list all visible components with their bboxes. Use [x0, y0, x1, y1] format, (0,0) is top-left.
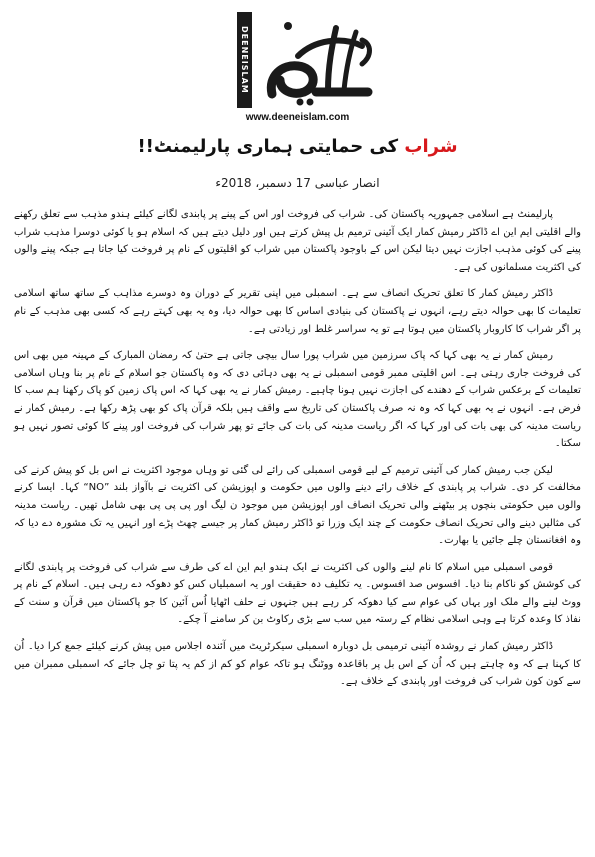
site-logo[interactable]	[228, 6, 378, 118]
article-paragraph: ڈاکٹر رمیش کمار کا تعلق تحریک انصاف سے ہے۔ اسمبلی میں اپنی تقریر کے دوران وہ دوسرے مذاہب کے ساتھ ساتھ اسلامی تعلیمات کا بھی حوالہ دیتے رہے، انہوں نے پاکستان کی بنیادی اساس کا بھی حوالہ دیا، وہ یہ بھی کہتے رہے کہ کسی بھی مذہب کے نام پر اگر شراب کا کاروبار پاکستان میں ہوتا ہے تو یہ سراسر غلط اور زیادتی ہے۔	[14, 288, 581, 335]
article-title	[0, 136, 595, 157]
site-url[interactable]: www.deeneislam.com	[245, 112, 350, 123]
title-rest: کی حمایتی ہماری پارلیمنٹ!!	[137, 136, 405, 157]
article-paragraph: رمیش کمار نے یہ بھی کہا کہ پاک سرزمین میں شراب پورا سال بیچی جاتی ہے حتیٰ کہ رمضان المبارک کے مہینہ میں بھی اس کی فروخت جاری رہتی ہے۔ اس اقلیتی ممبر قومی اسمبلی نے یہ بھی دہائی دی کہ وہ پاکستان جو اسلام کے نام پر بنا وہاں اسلامی تعلیمات کے برعکس شراب کے دھندے کی اجازت نہیں ہونا چاہیے۔ رمیش کمار نے یہ بھی کہا کہ اس پاک زمین کو پاک رکھنا ہم سب کا فرض ہے۔ انہوں نے یہ بھی کہا کہ وہ نہ صرف پاکستان کی تاریخ سے واقف ہیں بلکہ قرآن پاک کو بھی پڑھ رکھا ہے۔ رمیش کمار نے ریاست مدینہ کی بھی بات کی اور کہا کہ اگر ریاست مدینہ کی بات کی جائے تو پھر شراب کی فروخت اور پینے کا کوئی تصور نہیں ہو سکتا۔	[14, 350, 581, 450]
article-paragraph: پارلیمنٹ ہے اسلامی جمہوریہ پاکستان کی۔ شراب کی فروخت اور اس کے پینے پر پابندی لگانے کیلئے ہندو مذہب سے تعلق رکھنے والے اقلیتی ایم این اے ڈاکٹر رمیش کمار ایک آئینی ترمیم بل پیش کرتے ہیں اور دلیل دیتے ہیں کہ اسلام ہو یا کوئی دوسرا مذہب شراب پینے کی کوئی مذہب اجازت نہیں دیتا لیکن اس کے باوجود پاکستان میں شراب کو اقلیتوں کے نام پر فروخت کیا جاتا ہے جبکہ پینے والوں کی اکثریت مسلمانوں کی ہے۔	[14, 209, 581, 273]
article-body	[14, 206, 581, 700]
article-byline: انصار عباسی 17 دسمبر، 2018ء	[215, 176, 380, 190]
logo-calligraphy-icon	[258, 6, 376, 106]
title-accent-word: شراب	[404, 136, 458, 157]
article-paragraph: ڈاکٹر رمیش کمار نے روشدہ آئینی ترمیمی بل دوبارہ اسمبلی سیکرٹریٹ میں آئندہ اجلاس میں پیش کرنے کیلئے جمع کرا دیا۔ اُن کا کہنا ہے کہ وہ چاہتے ہیں کہ اُن کے اس بل پر باقاعدہ ووٹنگ ہو تاکہ عوام کو کم از کم یہ پتا تو چل جائے کہ اسمبلی ممبران میں سے کون کون شراب کی فروخت اور پابندی کے خلاف ہے۔	[14, 641, 581, 688]
logo-badge: DEENEISLAM	[237, 12, 252, 108]
article-paragraph: لیکن جب رمیش کمار کی آئینی ترمیم کے لیے قومی اسمبلی کی رائے لی گئی تو وہاں موجود اکثریت نے اس بل کو پیش کرنے کی مخالفت کر دی۔ شراب پر پابندی کے خلاف رائے دینے والوں میں حکومت و اپوزیشن کی اکثریت نے باآواز بلند ”NO“ کہا۔ ایسا کرنے والوں میں حکومتی بنچوں پر بیٹھنے والی تحریک انصاف اور اپوزیشن میں موجود ن لیگ اور پی پی پی بھی شامل تھیں۔ ریاست مدینہ کی مثالیں دینے والی تحریک انصاف حکومت کے چند ایک وزرا تو ڈاکٹر رمیش کمار پر جیسے چھٹ پڑے اور انہیں یہ تک مشورہ دے دیا کہ وہ افغانستان چلے جائیں یا بھارت۔	[14, 464, 581, 547]
article-paragraph: قومی اسمبلی میں اسلام کا نام لینے والوں کی اکثریت نے ایک ہندو ایم این اے کی طرف سے شراب کی فروخت پر پابندی لگانے کی کوشش کو ناکام بنا دیا۔ افسوس صد افسوس۔ یہ تکلیف دہ حقیقت اور یہ اسمبلیاں کس کو دھوکہ دے رہی ہیں۔ اسلام کے نام پر ووٹ لینے والے ملک اور یہاں کی عوام سے کیا دھوکہ کر رہے ہیں جنہوں نے حلف اٹھایا اُس آئین کا جو پاکستان میں قرآن و سنت کے نفاذ کا وعدہ کرتا ہے وہی اسلامی نظام کے رستہ میں سب سے بڑی رکاوٹ بن کر سامنے آ چکے۔	[14, 561, 581, 626]
